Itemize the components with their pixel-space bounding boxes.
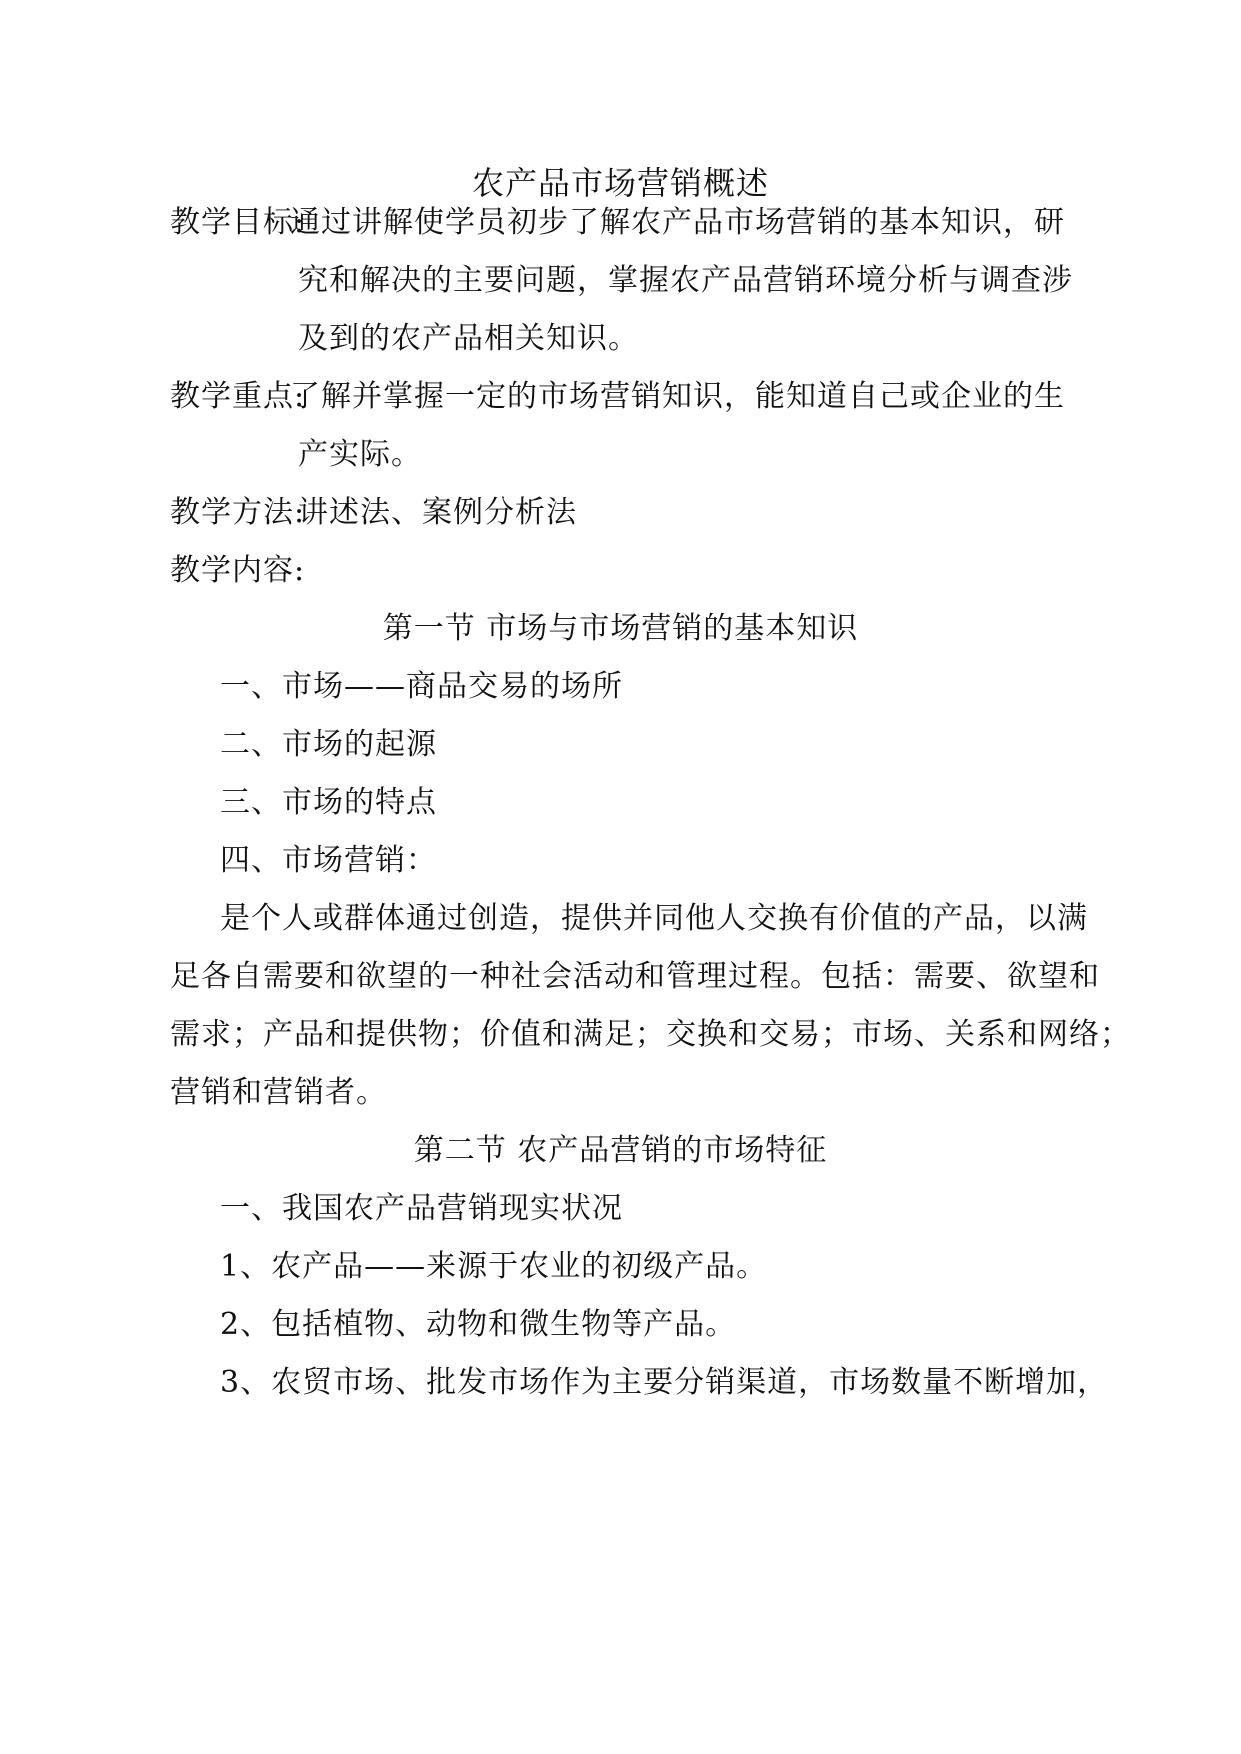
- paragraph-line-3: 需求；产品和提供物；价值和满足；交换和交易；市场、关系和网络；: [170, 1017, 1131, 1052]
- section-2-item-1: 一、我国农产品营销现实状况: [220, 1191, 623, 1226]
- focus-label: 教学重点:: [170, 379, 306, 414]
- objective-line-3: 及到的农产品相关知识。: [298, 321, 639, 356]
- section-1-item-2: 二、市场的起源: [220, 727, 437, 762]
- focus-line-1: 了解并掌握一定的市场营销知识，能知道自己或企业的生: [290, 379, 1065, 414]
- section-2-item-2: 1、农产品——来源于农业的初级产品。: [220, 1249, 768, 1284]
- paragraph-line-4: 营销和营销者。: [170, 1075, 387, 1110]
- objective-label: 教学目标:: [170, 205, 306, 240]
- focus-line-2: 产实际。: [298, 437, 422, 472]
- section-1-item-3: 三、市场的特点: [220, 785, 437, 820]
- content-label: 教学内容:: [170, 553, 306, 588]
- method-text: 讲述法、案例分析法: [298, 495, 577, 530]
- section-1-item-1: 一、市场——商品交易的场所: [220, 669, 623, 704]
- section-2-item-3: 2、包括植物、动物和微生物等产品。: [220, 1307, 737, 1342]
- section-2-item-4: 3、农贸市场、批发市场作为主要分销渠道，市场数量不断增加，: [220, 1365, 1109, 1400]
- paragraph-line-1: 是个人或群体通过创造，提供并同他人交换有价值的产品，以满: [220, 901, 1088, 936]
- objective-line-2: 究和解决的主要问题，掌握农产品营销环境分析与调查涉: [298, 263, 1073, 298]
- section-1-heading: 第一节 市场与市场营销的基本知识: [382, 611, 859, 646]
- document-title: 农产品市场营销概述: [471, 164, 769, 202]
- objective-line-1: 通过讲解使学员初步了解农产品市场营销的基本知识，研: [290, 205, 1065, 240]
- method-label: 教学方法:: [170, 495, 306, 530]
- paragraph-line-2: 足各自需要和欲望的一种社会活动和管理过程。包括：需要、欲望和: [170, 959, 1100, 994]
- section-2-heading: 第二节 农产品营销的市场特征: [413, 1133, 828, 1168]
- section-1-item-4: 四、市场营销：: [220, 843, 437, 878]
